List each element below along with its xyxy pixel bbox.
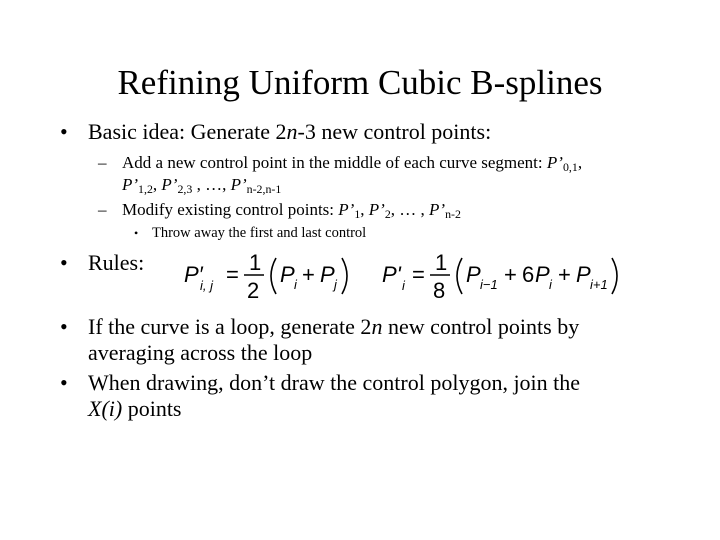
formula-p: P [576, 262, 591, 287]
formula-num: 1 [435, 250, 448, 275]
formula-eq: = [412, 262, 425, 287]
bullet-marker: • [60, 314, 68, 339]
p-prime: P’ [338, 200, 355, 219]
subscript-12: 1,2 [138, 181, 153, 196]
separator: , … , [390, 200, 430, 219]
bullet-marker: • [60, 250, 68, 275]
dash-marker: – [98, 200, 107, 219]
paren-left [457, 258, 462, 294]
p-prime: P’ [161, 175, 178, 194]
formula-plus: + [558, 262, 571, 287]
subscript-01: 0,1 [562, 159, 578, 174]
dash-marker: – [98, 153, 107, 172]
bullet-text-after: points [122, 396, 182, 421]
var-n: n [286, 119, 298, 144]
paren-right [342, 258, 347, 294]
formula-den: 8 [433, 278, 446, 303]
formula-lhs: P′ [184, 262, 203, 287]
paren-left [271, 258, 276, 294]
bullet-marker: • [60, 119, 68, 144]
bullet-text-after: -3 new control points: [297, 119, 492, 144]
formula-lhs: P' [382, 262, 401, 287]
comma: , [152, 175, 158, 194]
formula-vertex [378, 238, 628, 306]
formula-lhs-sub: i [402, 278, 405, 293]
p-prime: P’ [230, 175, 247, 194]
formula-p: P [320, 262, 335, 287]
subscript-23: 2,3 [177, 181, 193, 196]
formula-sub-i: i [294, 277, 297, 292]
formula-p: P [535, 262, 550, 287]
subscript-n: n-2,n-1 [246, 181, 282, 196]
p-prime: P’ [368, 200, 385, 219]
formula-midpoint [180, 238, 360, 306]
ellipsis: , …, [192, 175, 231, 194]
p-prime: P’ [546, 153, 563, 172]
formula-p: P [280, 262, 295, 287]
formula-plus: + [504, 262, 517, 287]
var-n: n [371, 314, 383, 339]
sub-text: Add a new control point in the middle of each curve segment: [122, 153, 547, 172]
formula-sub-i: i [549, 277, 552, 292]
slide-title: Refining Uniform Cubic B-splines [117, 63, 603, 102]
formula-lhs-sub: i, j [200, 278, 213, 293]
bullet-text: When drawing, don’t draw the control polygon, join the [88, 370, 581, 395]
p-prime: P’ [122, 175, 139, 194]
formula-plus: + [302, 262, 315, 287]
formula-p: P [466, 262, 481, 287]
subscript-2: 2 [384, 206, 391, 221]
bullet-text: Basic idea: Generate 2 [88, 119, 287, 144]
subscript-1: 1 [354, 206, 361, 221]
formula-eq: = [226, 262, 239, 287]
subscript-n2: n-2 [445, 206, 461, 221]
formula-sub-j: j [334, 277, 337, 292]
formula-num: 1 [249, 250, 262, 275]
formula-sub-im1: i−1 [480, 277, 498, 292]
comma: , [577, 153, 583, 172]
formula-den: 2 [247, 278, 260, 303]
sub-text: Modify existing control points: [122, 200, 339, 219]
subsub-text: Throw away the first and last control [152, 225, 367, 241]
comma: , [360, 200, 365, 219]
p-prime: P’ [429, 200, 446, 219]
bullet-text: Rules: [88, 250, 145, 275]
bullet-text: averaging across the loop [88, 340, 313, 365]
bullet-marker: • [60, 370, 68, 395]
bullet-marker: • [134, 226, 139, 240]
paren-right [612, 258, 617, 294]
bullet-text: If the curve is a loop, generate 2 [88, 314, 372, 339]
formula-six: 6 [522, 262, 535, 287]
formula-sub-ip1: i+1 [590, 277, 608, 292]
x-of-i: X(i) [88, 396, 123, 421]
bullet-text-after: new control points by [382, 314, 580, 339]
